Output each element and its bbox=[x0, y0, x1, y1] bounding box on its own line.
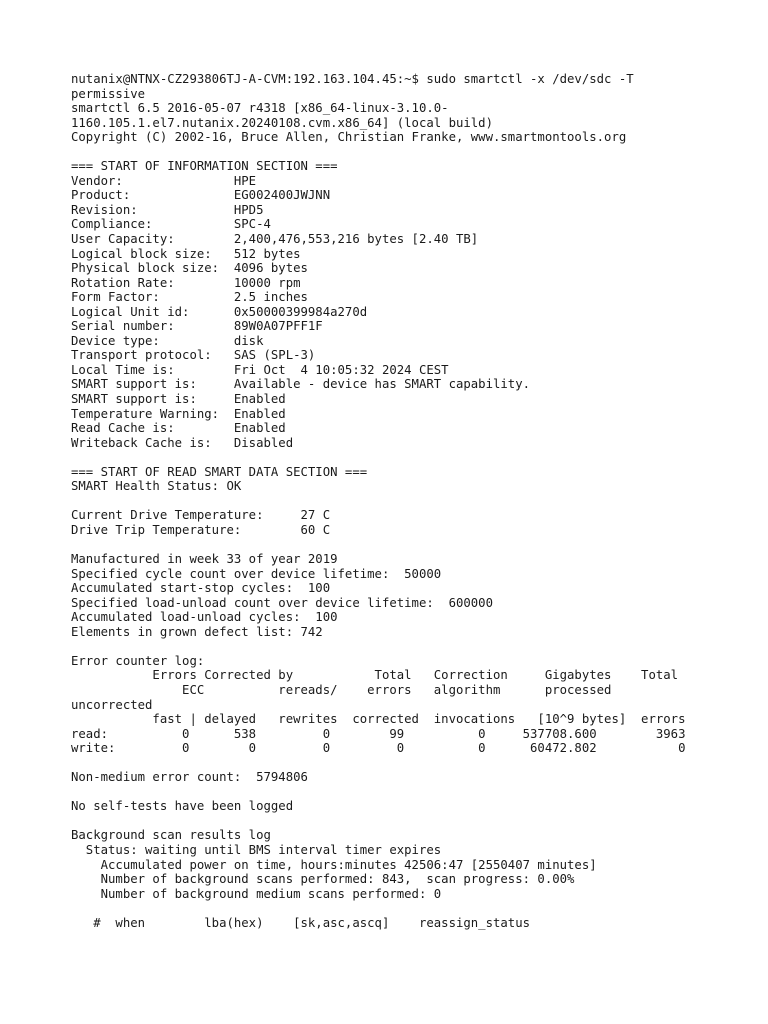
terminal-line: Number of background medium scans performed: 0 bbox=[71, 886, 442, 901]
terminal-line: Copyright (C) 2002-16, Bruce Allen, Christian Franke, www.smartmontools.org bbox=[71, 130, 627, 145]
terminal-blank-line bbox=[71, 756, 731, 771]
terminal-line: ECC rereads/ errors algorithm processed bbox=[71, 682, 612, 697]
terminal-line: fast | delayed rewrites corrected invocations [10^9 bytes] errors bbox=[71, 712, 686, 727]
terminal-line: No self-tests have been logged bbox=[71, 799, 294, 814]
terminal-line: === START OF INFORMATION SECTION === bbox=[71, 159, 338, 174]
terminal-line: Temperature Warning: Enabled bbox=[71, 406, 286, 421]
terminal-line: Elements in grown defect list: 742 bbox=[71, 624, 323, 639]
terminal-line: Status: waiting until BMS interval timer expires bbox=[71, 842, 442, 857]
terminal-line: Writeback Cache is: Disabled bbox=[71, 435, 294, 450]
terminal-line: SMART support is: Available - device has SMART capability. bbox=[71, 377, 531, 392]
terminal-line: Local Time is: Fri Oct 4 10:05:32 2024 CEST bbox=[71, 362, 449, 377]
terminal-line: Serial number: 89W0A07PFF1F bbox=[71, 319, 323, 334]
terminal-blank-line bbox=[71, 450, 731, 465]
terminal-line: User Capacity: 2,400,476,553,216 bytes [2.40 TB] bbox=[71, 232, 479, 247]
terminal-line: Revision: HPD5 bbox=[71, 202, 264, 217]
terminal-line: Vendor: HPE bbox=[71, 173, 257, 188]
terminal-line: Current Drive Temperature: 27 C bbox=[71, 508, 331, 523]
terminal-line: Device type: disk bbox=[71, 333, 264, 348]
terminal-line: SMART Health Status: OK bbox=[71, 479, 242, 494]
terminal-blank-line bbox=[71, 494, 731, 509]
terminal-line: Accumulated load-unload cycles: 100 bbox=[71, 610, 338, 625]
terminal-line: === START OF READ SMART DATA SECTION === bbox=[71, 464, 368, 479]
terminal-blank-line bbox=[71, 639, 731, 654]
terminal-line: 1160.105.1.el7.nutanix.20240108.cvm.x86_64] (local build) bbox=[71, 115, 493, 130]
terminal-line: Compliance: SPC-4 bbox=[71, 217, 271, 232]
terminal-blank-line bbox=[71, 814, 731, 829]
terminal-line: Non-medium error count: 5794806 bbox=[71, 770, 308, 785]
terminal-line: Accumulated start-stop cycles: 100 bbox=[71, 581, 331, 596]
terminal-line: uncorrected bbox=[71, 697, 153, 712]
terminal-line: read: 0 538 0 99 0 537708.600 3963 bbox=[71, 726, 686, 741]
terminal-line: smartctl 6.5 2016-05-07 r4318 [x86_64-linux-3.10.0- bbox=[71, 101, 449, 116]
terminal-line: Drive Trip Temperature: 60 C bbox=[71, 522, 331, 537]
terminal-output bbox=[71, 72, 731, 930]
terminal-line: Logical block size: 512 bytes bbox=[71, 246, 301, 261]
terminal-line: Number of background scans performed: 843, scan progress: 0.00% bbox=[71, 872, 575, 887]
terminal-blank-line bbox=[71, 785, 731, 800]
terminal-blank-line bbox=[71, 145, 731, 160]
terminal-blank-line bbox=[71, 901, 731, 916]
terminal-line: permissive bbox=[71, 86, 146, 101]
terminal-line: Error counter log: bbox=[71, 653, 205, 668]
terminal-line: Accumulated power on time, hours:minutes 42506:47 [2550407 minutes] bbox=[71, 857, 597, 872]
terminal-line: SMART support is: Enabled bbox=[71, 392, 286, 407]
terminal-line: Form Factor: 2.5 inches bbox=[71, 290, 308, 305]
terminal-line: Read Cache is: Enabled bbox=[71, 421, 286, 436]
terminal-line: Transport protocol: SAS (SPL-3) bbox=[71, 348, 316, 363]
terminal-blank-line bbox=[71, 538, 731, 553]
terminal-line: Background scan results log bbox=[71, 828, 271, 843]
terminal-line: Specified load-unload count over device lifetime: 600000 bbox=[71, 595, 493, 610]
terminal-line: Logical Unit id: 0x50000399984a270d bbox=[71, 304, 368, 319]
terminal-line: Manufactured in week 33 of year 2019 bbox=[71, 552, 338, 567]
terminal-line: Specified cycle count over device lifetime: 50000 bbox=[71, 566, 442, 581]
terminal-line: Rotation Rate: 10000 rpm bbox=[71, 275, 301, 290]
terminal-line: Physical block size: 4096 bytes bbox=[71, 261, 308, 276]
terminal-line: write: 0 0 0 0 0 60472.802 0 bbox=[71, 741, 686, 756]
terminal-line: Product: EG002400JWJNN bbox=[71, 188, 331, 203]
terminal-line: Errors Corrected by Total Correction Gigabytes Total bbox=[71, 668, 679, 683]
terminal-line: nutanix@NTNX-CZ293806TJ-A-CVM:192.163.104.45:~$ sudo smartctl -x /dev/sdc -T bbox=[71, 72, 634, 86]
terminal-line: # when lba(hex) [sk,asc,ascq] reassign_status bbox=[71, 915, 531, 930]
